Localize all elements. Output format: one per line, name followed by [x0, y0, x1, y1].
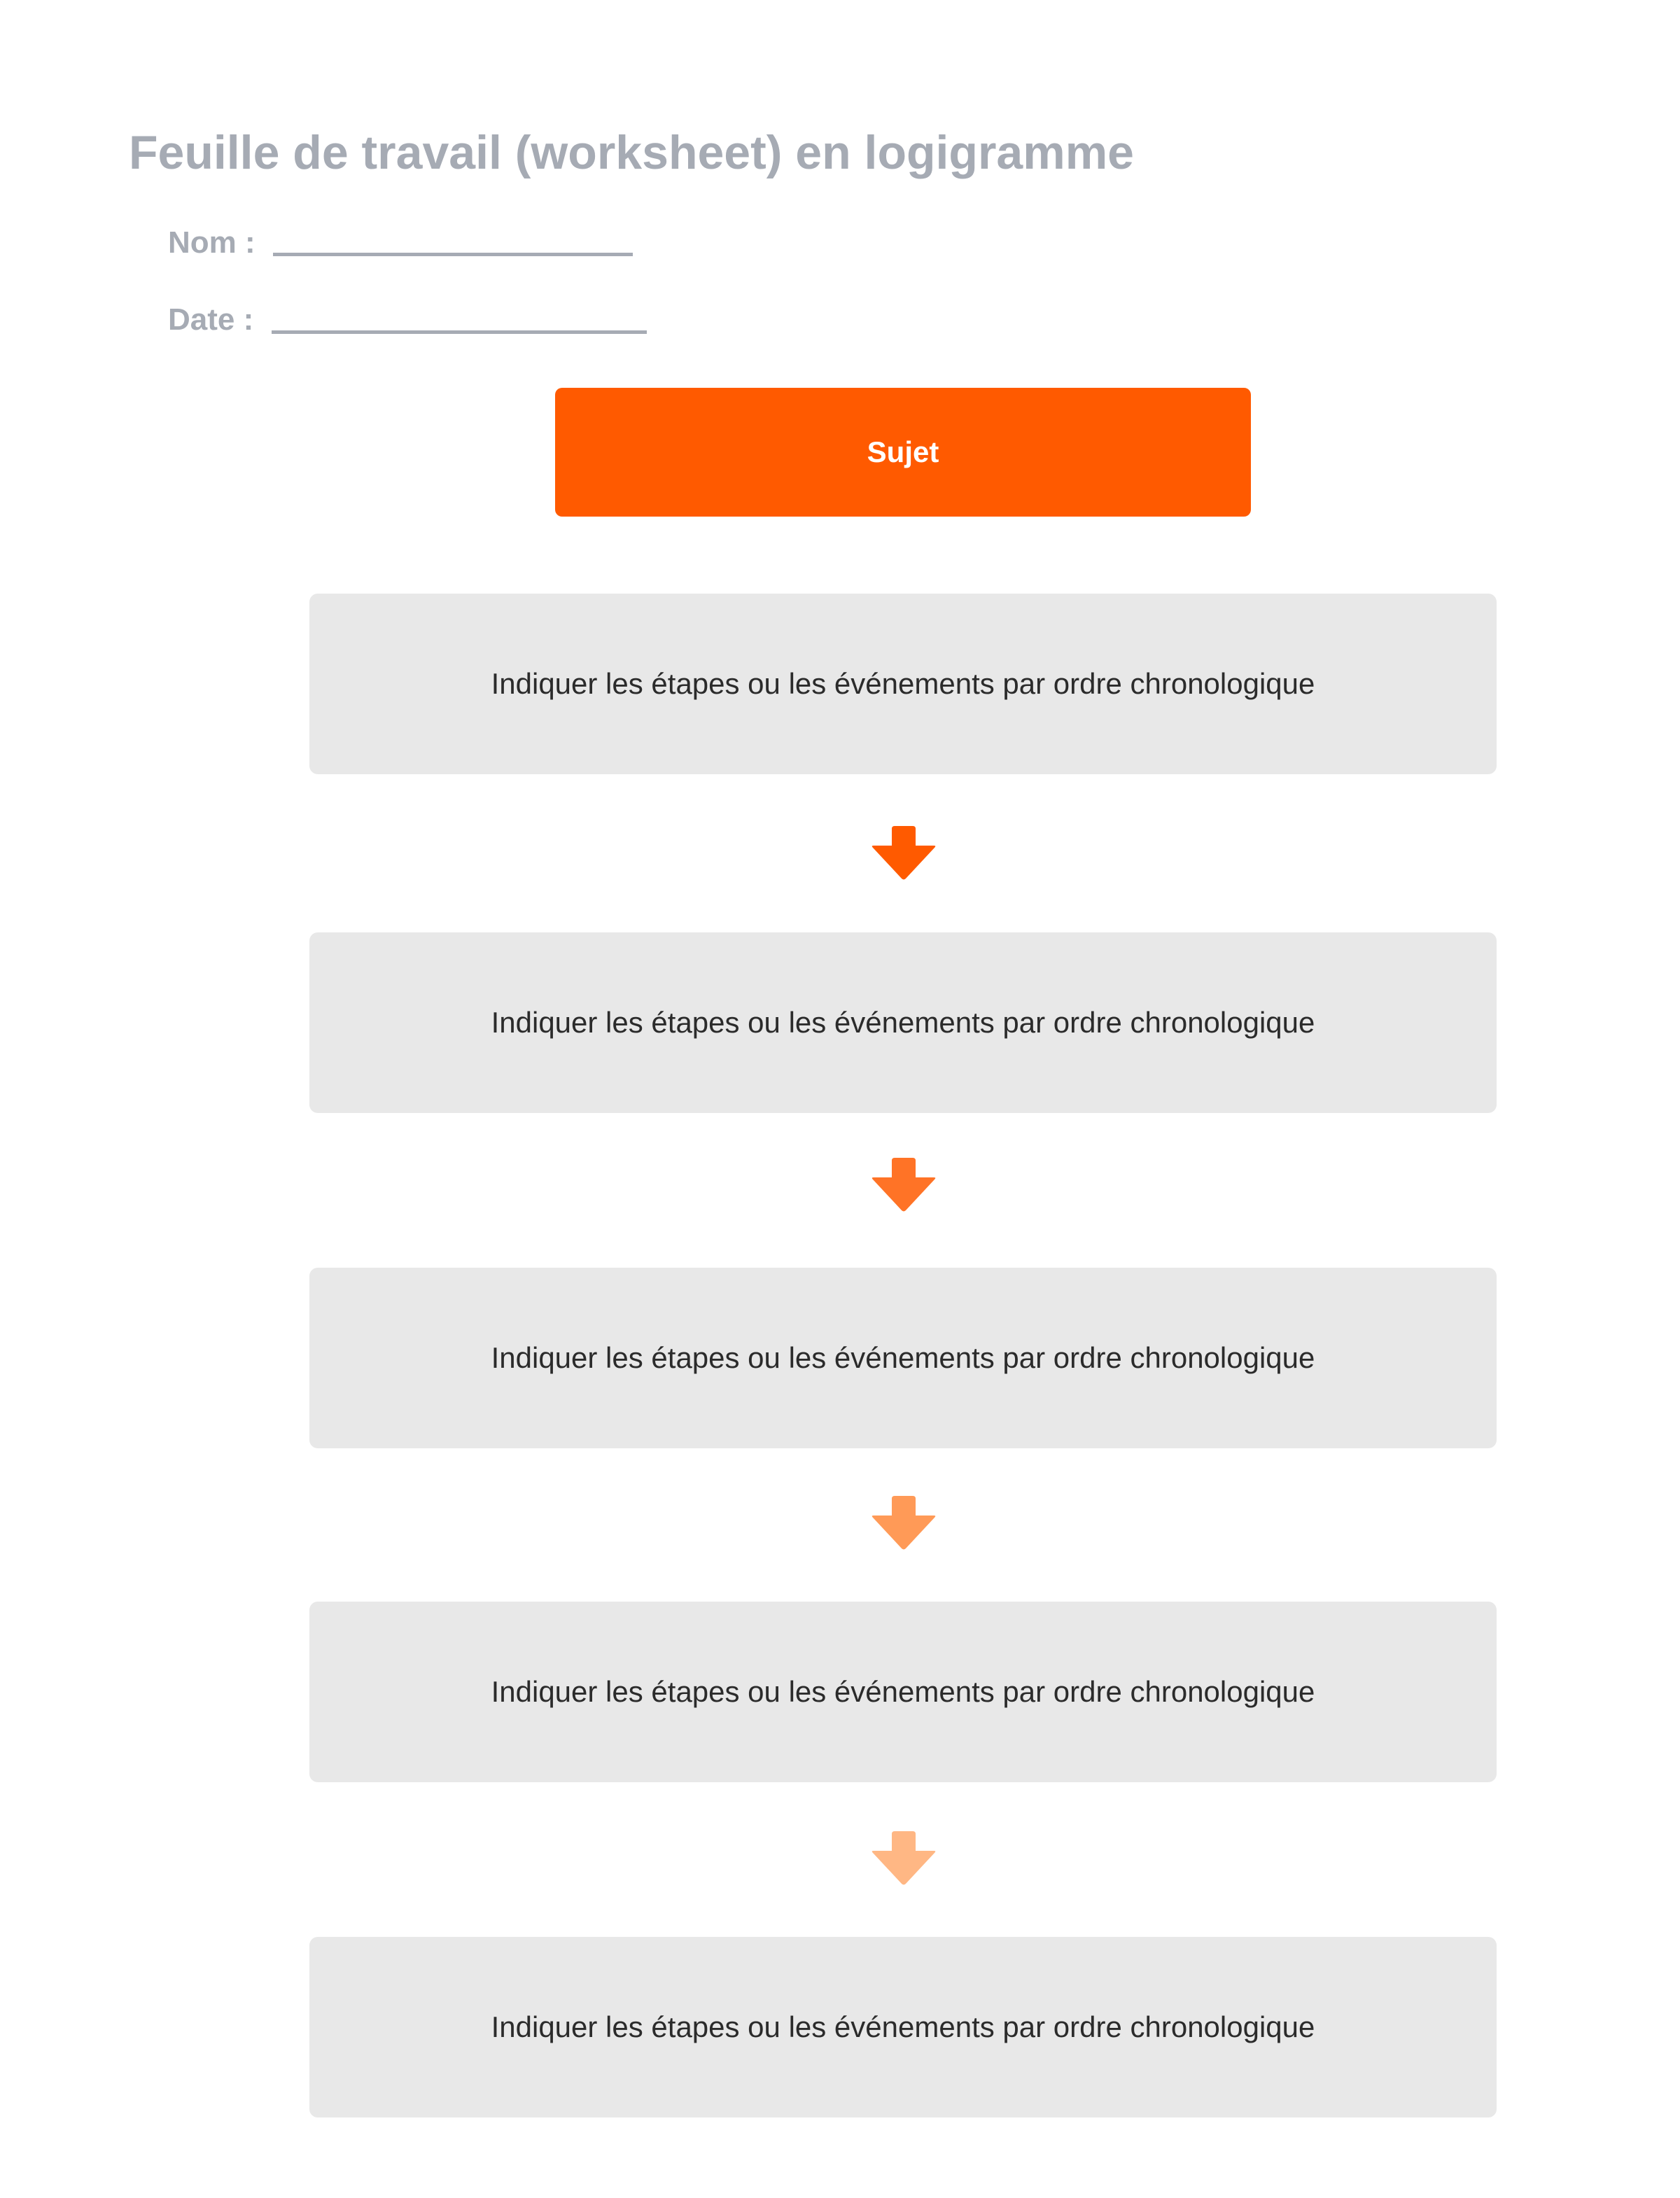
- date-input-line[interactable]: [272, 330, 647, 334]
- page-title: Feuille de travail (worksheet) en logigramme: [129, 126, 1134, 179]
- step-box-2[interactable]: [309, 932, 1497, 1113]
- topic-box[interactable]: [555, 388, 1251, 517]
- step-text: Indiquer les étapes ou les événements par ordre chronologique: [491, 1006, 1315, 1039]
- step-text: Indiquer les étapes ou les événements par ordre chronologique: [491, 1341, 1315, 1374]
- nom-input-line[interactable]: [273, 253, 633, 256]
- down-arrow-icon: [871, 1158, 937, 1212]
- topic-label: Sujet: [867, 435, 939, 468]
- down-arrow-icon: [871, 1496, 937, 1550]
- down-arrow-icon: [871, 1831, 937, 1886]
- step-text: Indiquer les étapes ou les événements par ordre chronologique: [491, 667, 1315, 700]
- step-box-5[interactable]: [309, 1937, 1497, 2118]
- step-box-4[interactable]: [309, 1602, 1497, 1782]
- date-label: Date :: [168, 302, 254, 337]
- step-text: Indiquer les étapes ou les événements par ordre chronologique: [491, 2010, 1315, 2043]
- step-box-1[interactable]: [309, 594, 1497, 774]
- step-box-3[interactable]: [309, 1268, 1497, 1448]
- down-arrow-icon: [871, 826, 937, 881]
- step-text: Indiquer les étapes ou les événements par ordre chronologique: [491, 1675, 1315, 1708]
- nom-label: Nom :: [168, 225, 255, 260]
